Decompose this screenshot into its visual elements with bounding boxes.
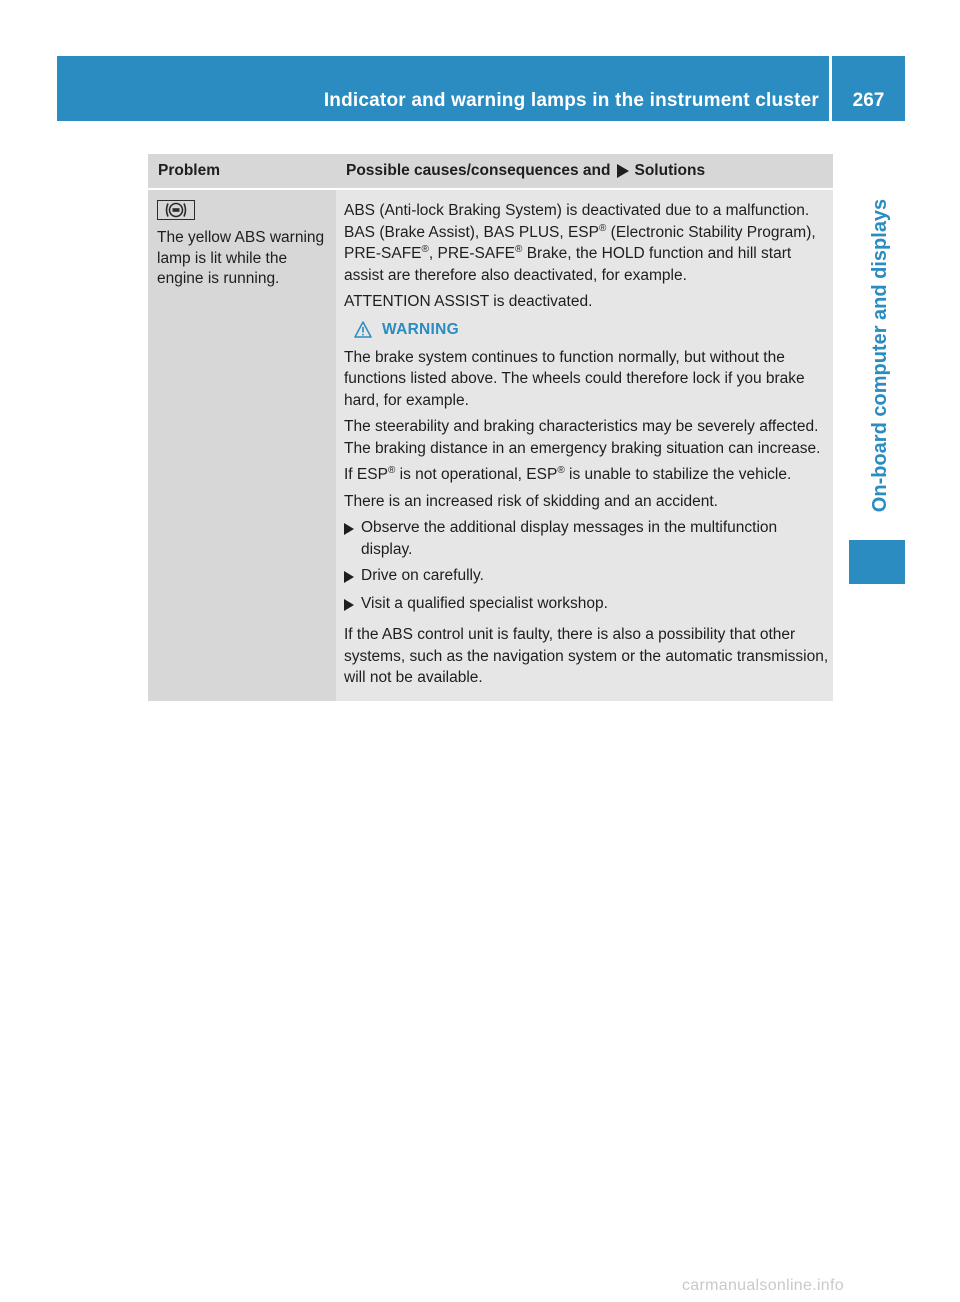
registered-mark: ® xyxy=(598,222,607,234)
column-header-solutions-label: Solutions xyxy=(634,162,706,179)
esp-text-2: is not operational, ESP xyxy=(395,466,558,483)
section-tab-marker xyxy=(849,540,905,584)
registered-mark: ® xyxy=(421,243,429,255)
cause-text-3: , PRE-SAFE xyxy=(428,245,516,262)
column-header-problem xyxy=(148,154,336,188)
page-title: Indicator and warning lamps in the instrument cluster xyxy=(323,90,819,111)
page-number: 267 xyxy=(852,90,885,111)
action-step-text: Observe the additional display messages in the multifunction display. xyxy=(361,519,778,558)
action-step xyxy=(344,517,829,560)
action-step-text: Visit a qualified specialist workshop. xyxy=(361,595,608,612)
problem-description: The yellow ABS warning lamp is lit while the engine is running. xyxy=(157,229,325,287)
cause-paragraph xyxy=(344,200,829,286)
action-arrow-icon xyxy=(344,571,354,583)
esp-text-3: is unable to stabilize the vehicle. xyxy=(564,466,792,483)
warning-label: WARNING xyxy=(382,320,460,338)
control-unit-paragraph: If the ABS control unit is faulty, there is also a possibility that other systems, such as the navigation system or the automatic transmission, will not be available. xyxy=(344,626,829,686)
section-tab xyxy=(868,170,894,540)
table-header-row xyxy=(148,154,833,190)
registered-mark: ® xyxy=(557,464,565,476)
warning-paragraph-1: The brake system continues to function normally, but without the functions listed above. The wheels could therefore lock if you brake hard, for example. xyxy=(344,348,805,409)
registered-mark: ® xyxy=(515,243,523,255)
watermark: carmanualsonline.info xyxy=(682,1277,844,1294)
column-header-solutions xyxy=(336,154,833,188)
warning-triangle-icon xyxy=(354,321,372,338)
warning-heading xyxy=(354,321,829,339)
cause-text-1: ABS (Anti-lock Braking System) is deactivated due to a malfunction. BAS (Brake Assist), BAS PLUS, ESP xyxy=(344,202,810,241)
action-step-text: Drive on carefully. xyxy=(361,567,484,584)
warning-paragraph-3 xyxy=(344,464,829,486)
solutions-cell xyxy=(336,190,833,701)
warning-paragraph-4: There is an increased risk of skidding and an accident. xyxy=(344,492,718,510)
action-arrow-icon xyxy=(344,599,354,611)
table-row xyxy=(148,190,833,701)
cause-text-2: (Electronic Stability Program), PRE-SAFE xyxy=(344,223,816,262)
attention-assist-paragraph: ATTENTION ASSIST is deactivated. xyxy=(344,293,593,310)
action-arrow-icon xyxy=(344,523,354,535)
abs-warning-lamp-icon xyxy=(157,200,195,220)
cause-text-4: Brake, the HOLD function and hill start assist are therefore also deactivated, for example. xyxy=(344,245,792,284)
header-page-box xyxy=(832,56,905,121)
problem-cell xyxy=(148,190,336,701)
page-header xyxy=(57,56,905,121)
play-arrow-icon xyxy=(616,164,630,178)
registered-mark: ® xyxy=(387,464,396,476)
warning-paragraph-2: The steerability and braking characteristics may be severely affected. The braking distance in an emergency braking situation can increase. xyxy=(344,418,821,457)
header-title-box xyxy=(57,56,829,121)
column-header-causes-label: Possible causes/consequences and xyxy=(346,162,611,179)
section-tab-label: On-board computer and displays xyxy=(869,198,892,512)
column-header-problem-label: Problem xyxy=(158,162,221,179)
problem-solution-table xyxy=(148,154,833,701)
action-step xyxy=(344,565,829,588)
action-step xyxy=(344,593,829,616)
esp-text-1: If ESP xyxy=(344,466,388,483)
